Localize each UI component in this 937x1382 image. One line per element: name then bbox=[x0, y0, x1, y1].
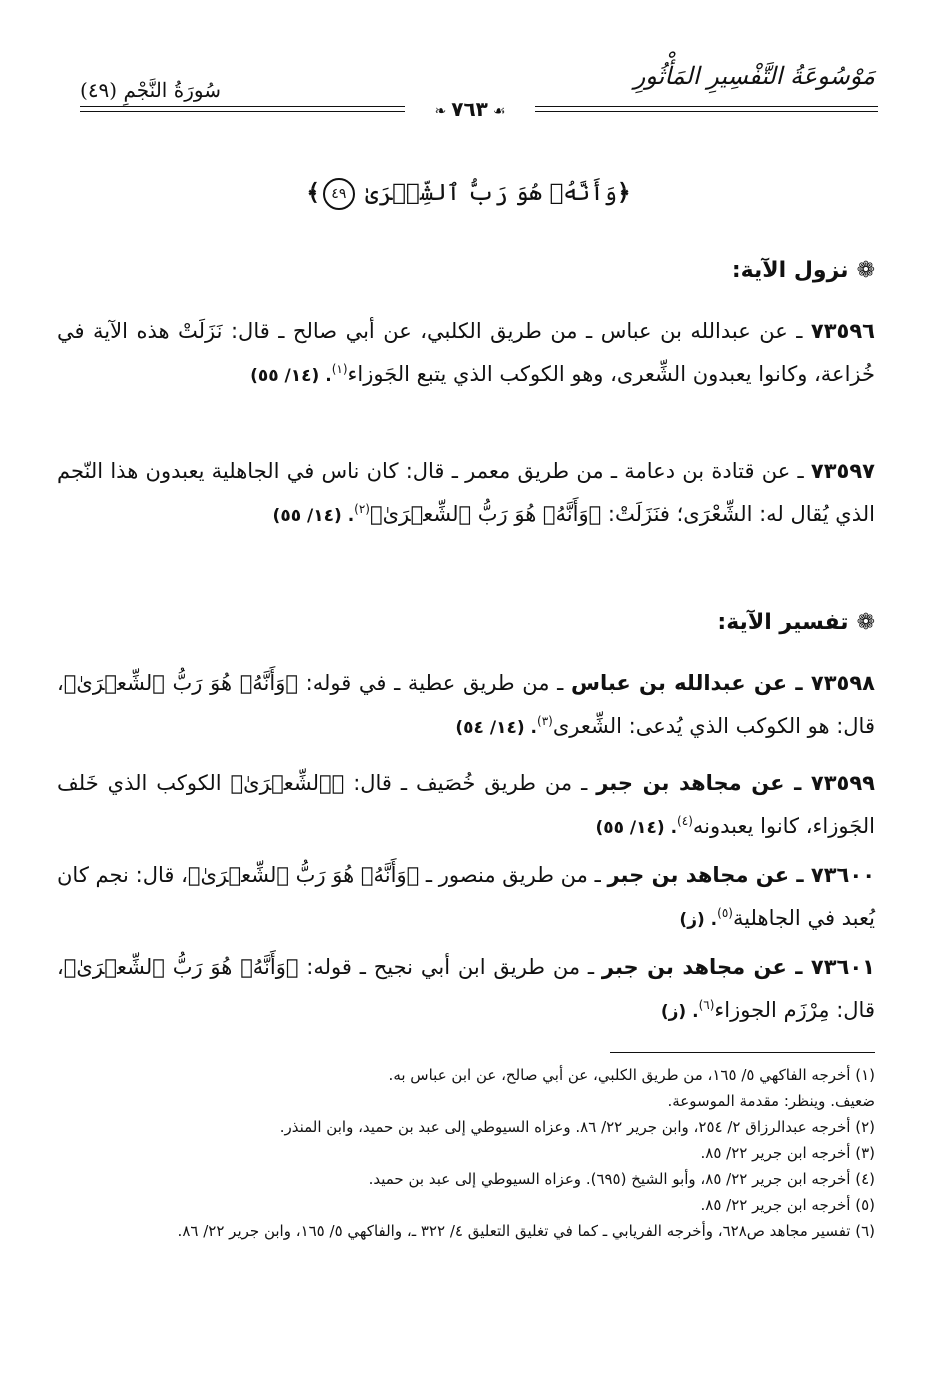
page-number: ٧٦٣ bbox=[451, 97, 488, 121]
hadith-entry bbox=[57, 948, 875, 1031]
entry-number: ٧٣٥٩٨ bbox=[810, 671, 875, 695]
footnote: (١) أخرجه الفاكهي ٥/ ١٦٥، من طريق الكلبي، عن أبي صالح، عن ابن عباس به. bbox=[388, 1066, 875, 1084]
footnote-marker: (٤) bbox=[677, 814, 693, 828]
narrator: ـ عن مجاهد بن جبر bbox=[607, 863, 811, 887]
volume-reference: . (١٤/ ٥٥) bbox=[250, 366, 332, 386]
entry-number: ٧٣٦٠٠ bbox=[810, 863, 876, 887]
flower-icon: ❁ bbox=[856, 258, 875, 283]
ayah-number-badge: ٤٩ bbox=[323, 178, 355, 210]
section-title: ❁نزول الآية: bbox=[731, 258, 875, 283]
footnote-marker: (١) bbox=[331, 362, 348, 376]
hadith-entry bbox=[57, 312, 875, 395]
verse-text: وَأَنَّهُۥ هُوَ رَبُّ ٱلشِّعۡرَىٰ bbox=[365, 180, 618, 206]
entry-text: ـ من طريق منصور ـ ﴿وَأَنَّهُۥ هُوَ رَبُّ ٱلشِّعۡرَىٰ﴾، قال: نجم كان يُعبد في الجاهلية bbox=[57, 863, 875, 930]
narrator: ـ عن عبدالله بن عباس bbox=[570, 671, 811, 695]
ornament-icon: ❧ bbox=[434, 103, 447, 120]
surah-reference: سُورَةُ النَّجْمِ (٤٩) bbox=[80, 78, 221, 102]
volume-reference: . (١٤/ ٥٥) bbox=[272, 506, 355, 526]
footnote-marker: (٢) bbox=[354, 502, 370, 516]
narrator: ـ عن مجاهد بن جبر bbox=[596, 771, 811, 795]
footnote-rule bbox=[610, 1052, 875, 1053]
volume-reference: . (١٤/ ٥٤) bbox=[455, 718, 537, 738]
narrator: ـ عن مجاهد بن جبر bbox=[601, 955, 811, 979]
ornament-icon: ☙ bbox=[492, 103, 506, 120]
footnote: (٦) تفسير مجاهد ص٦٢٨، وأخرجه الفريابي ـ كما في تغليق التعليق ٤/ ٣٢٢ ـ، والفاكهي ٥/ ١٦٥، وابن جرير ٢٢/ ٨٦. bbox=[177, 1222, 875, 1240]
entry-text: ـ عن قتادة بن دعامة ـ من طريق معمر ـ قال: كان ناس في الجاهلية يعبدون هذا النّجم الذي يُقال له: الشِّعْرَى؛ فنَزَلَتْ: ﴿وَأَنَّهُۥ هُوَ رَبُّ ٱلشِّعۡرَىٰ﴾ bbox=[57, 459, 875, 526]
volume-reference: . (ز) bbox=[660, 1002, 699, 1022]
footnote: (٢) أخرجه عبدالرزاق ٢/ ٢٥٤، وابن جرير ٢٢/ ٨٦. وعزاه السيوطي إلى عبد بن حميد، وابن المنذر. bbox=[279, 1118, 875, 1136]
entry-text: ـ من طريق خُصَيف ـ قال: ﴿ٱلشِّعۡرَىٰ﴾ الكوكب الذي خَلف الجَوزاء، كانوا يعبدونه bbox=[57, 771, 875, 838]
section-title: ❁تفسير الآية: bbox=[717, 610, 875, 635]
entry-number: ٧٣٥٩٧ bbox=[810, 459, 875, 483]
entry-text: ـ من طريق عطية ـ في قوله: ﴿وَأَنَّهُۥ هُوَ رَبُّ ٱلشِّعۡرَىٰ﴾، قال: هو الكوكب الذي يُدعى: الشِّعرى bbox=[57, 671, 875, 738]
footnote: (٣) أخرجه ابن جرير ٢٢/ ٨٥. bbox=[700, 1144, 875, 1162]
footnotes bbox=[57, 1062, 875, 1244]
quran-bracket-close: ﴾ bbox=[306, 179, 320, 206]
entry-number: ٧٣٥٩٩ bbox=[810, 771, 875, 795]
book-title: مَوْسُوعَةُ التَّفْسِيرِ المَأْثُورِ bbox=[633, 62, 875, 90]
entry-text: ـ من طريق ابن أبي نجيح ـ قوله: ﴿وَأَنَّهُۥ هُوَ رَبُّ ٱلشِّعۡرَىٰ﴾، قال: مِرْزَم الجوزاء bbox=[57, 955, 875, 1022]
hadith-entry bbox=[57, 856, 875, 939]
footnote-marker: (٦) bbox=[698, 998, 715, 1012]
footnote: (٤) أخرجه ابن جرير ٢٢/ ٨٥، وأبو الشيخ (٦٩٥). وعزاه السيوطي إلى عبد بن حميد. bbox=[368, 1170, 875, 1188]
quran-bracket-open: ﴿ bbox=[617, 179, 631, 206]
hadith-entry bbox=[57, 452, 875, 535]
flower-icon: ❁ bbox=[856, 610, 875, 635]
volume-reference: . (ز) bbox=[679, 910, 718, 930]
verse-heading bbox=[0, 178, 937, 210]
entry-text: ـ عن عبدالله بن عباس ـ من طريق الكلبي، عن أبي صالح ـ قال: نَزَلَتْ هذه الآية في خُزاعة، وكانوا يعبدون الشِّعرى، وهو الكوكب الذي يتبع الجَوزاء bbox=[57, 319, 875, 386]
hadith-entry bbox=[57, 664, 875, 747]
footnote: ضعيف. وينظر: مقدمة الموسوعة. bbox=[667, 1092, 875, 1110]
entry-number: ٧٣٥٩٦ bbox=[810, 319, 875, 343]
entry-number: ٧٣٦٠١ bbox=[810, 955, 875, 979]
footnote-marker: (٣) bbox=[537, 714, 553, 728]
footnote-marker: (٥) bbox=[717, 906, 733, 920]
footnote: (٥) أخرجه ابن جرير ٢٢/ ٨٥. bbox=[700, 1196, 875, 1214]
volume-reference: . (١٤/ ٥٥) bbox=[595, 818, 678, 838]
hadith-entry bbox=[57, 764, 875, 847]
page-number-box bbox=[405, 96, 535, 122]
